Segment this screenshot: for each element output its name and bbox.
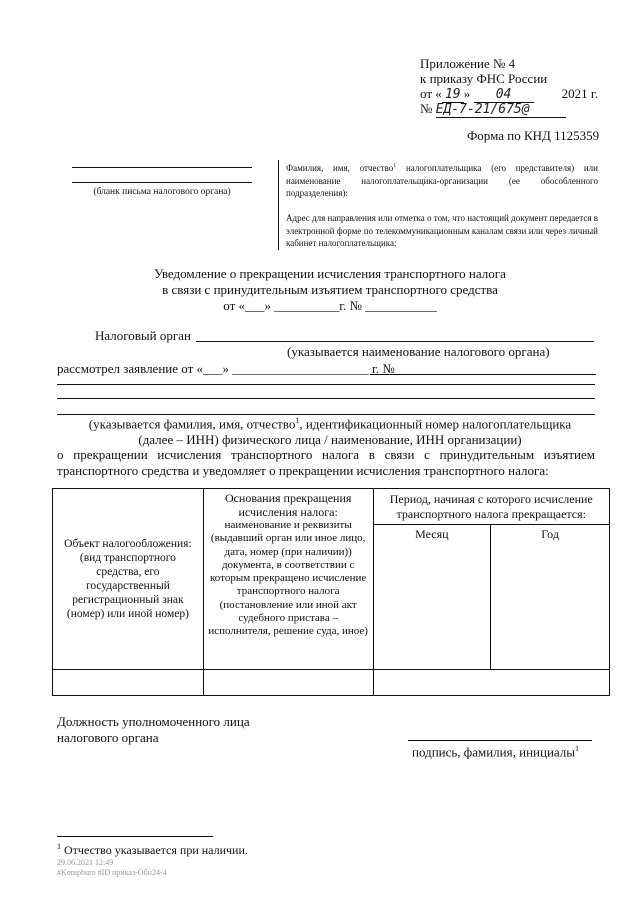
- date-prefix: от «: [420, 86, 442, 101]
- date-day: 19: [442, 87, 464, 103]
- cell-grounds: [203, 670, 373, 696]
- footnote-marker: 1: [57, 842, 61, 851]
- position-label-2: налогового органа: [57, 730, 159, 745]
- recipient-name-note: [286, 160, 598, 200]
- col-month-header: Месяц: [373, 525, 491, 670]
- notice-paragraph: о прекращении исчисления транспортного налога в связи с принудительным изъятием транспортного средства и уведомляет о прекращении исчисления транспортного налога:: [57, 447, 595, 478]
- footnote-ref: 1: [295, 416, 300, 425]
- recipient-address-note: Адрес для направления или отметка о том, что настоящий документ передается в электронной форме по телекоммуникационным каналам связи или через личный кабинет налогоплательщика:: [286, 213, 598, 248]
- grounds-body: наименование и реквизиты (выдавший орган или иное лицо, дата, номер (при наличии)) документа, в соответствии с которым прекращено исчисление транспортного налога (постановление или иной акт судебного пристава – исполнителя, решение суда, иное): [208, 519, 368, 638]
- footnote-separator: [57, 836, 213, 837]
- appendix-title: Приложение № 4: [420, 56, 516, 71]
- tax-authority-label: Налоговый орган: [95, 328, 191, 343]
- cell-period: [373, 670, 610, 696]
- date-month: 04: [474, 87, 534, 103]
- document-title-line-3: от «___» __________г. № ___________: [223, 298, 437, 313]
- letterhead-line-2: [72, 182, 252, 183]
- document-title-line-1: Уведомление о прекращении исчисления транспортного налога: [154, 266, 506, 281]
- person-hint-text-a: (указывается фамилия, имя, отчество: [88, 416, 296, 432]
- form-code: Форма по КНД 1125359: [467, 128, 600, 143]
- person-hint-2: (далее – ИНН) физического лица / наименование, ИНН организации): [138, 432, 522, 447]
- tax-object-table: [52, 488, 610, 696]
- date-mid: »: [463, 86, 471, 101]
- table-row: [53, 670, 610, 696]
- tax-authority-line: [196, 341, 594, 342]
- letterhead-caption: (бланк письма налогового органа): [93, 187, 231, 197]
- number-prefix: №: [420, 101, 433, 116]
- print-stamp-1: 29.06.2021 12:49: [57, 858, 114, 867]
- order-reference: к приказу ФНС России: [420, 71, 548, 86]
- number-value: ЕД-7-21/675@: [436, 102, 566, 118]
- recipient-name-rest: налогоплательщика (его представителя) или наименование налогоплательщика-организации (ее обособленного подразделения):: [286, 163, 598, 198]
- recipient-divider: [278, 160, 279, 250]
- letterhead-line-1: [72, 167, 252, 168]
- cell-tax-object: [53, 670, 204, 696]
- col-period-header: Период, начиная с которого исчисление транспортного налога прекращается:: [373, 489, 610, 525]
- col-tax-object-header: Объект налогообложения: (вид транспортного средства, его государственный регистрационный знак (номер) или иной номер): [53, 489, 204, 670]
- person-hint-1: [40, 416, 620, 432]
- signature-caption: [412, 744, 579, 760]
- signature-caption-text: подпись, фамилия, инициалы: [412, 744, 576, 760]
- document-title-line-2: в связи с принудительным изъятием транспортного средства: [162, 282, 498, 297]
- print-stamp-2: #Kompburo #ID приказ-Обн24-4: [57, 868, 167, 877]
- person-line-3: [57, 414, 595, 415]
- date-year: 2021 г.: [561, 86, 598, 101]
- person-hint-text-b: , идентификационный номер налогоплательщика: [299, 416, 572, 432]
- recipient-name-text: Фамилия, имя, отчество: [286, 163, 394, 173]
- signature-line: [408, 740, 592, 741]
- col-year-header: Год: [491, 525, 610, 670]
- reviewed-number-line: [370, 374, 596, 375]
- footnote-ref: 1: [393, 163, 397, 169]
- footnote: [57, 842, 248, 858]
- col-grounds-header: [203, 489, 373, 670]
- footnote-text: Отчество указывается при наличии.: [64, 843, 248, 857]
- tax-authority-hint: (указывается наименование налогового органа): [287, 344, 550, 359]
- position-label-1: Должность уполномоченного лица: [57, 714, 250, 729]
- person-line-1: [57, 384, 595, 385]
- order-number: [420, 101, 566, 118]
- reviewed-label: рассмотрел заявление от «___» _____________________ г. №: [57, 361, 395, 376]
- footnote-ref: 1: [575, 744, 580, 753]
- person-line-2: [57, 398, 595, 399]
- grounds-title: Основания прекращения исчисления налога:: [224, 491, 352, 519]
